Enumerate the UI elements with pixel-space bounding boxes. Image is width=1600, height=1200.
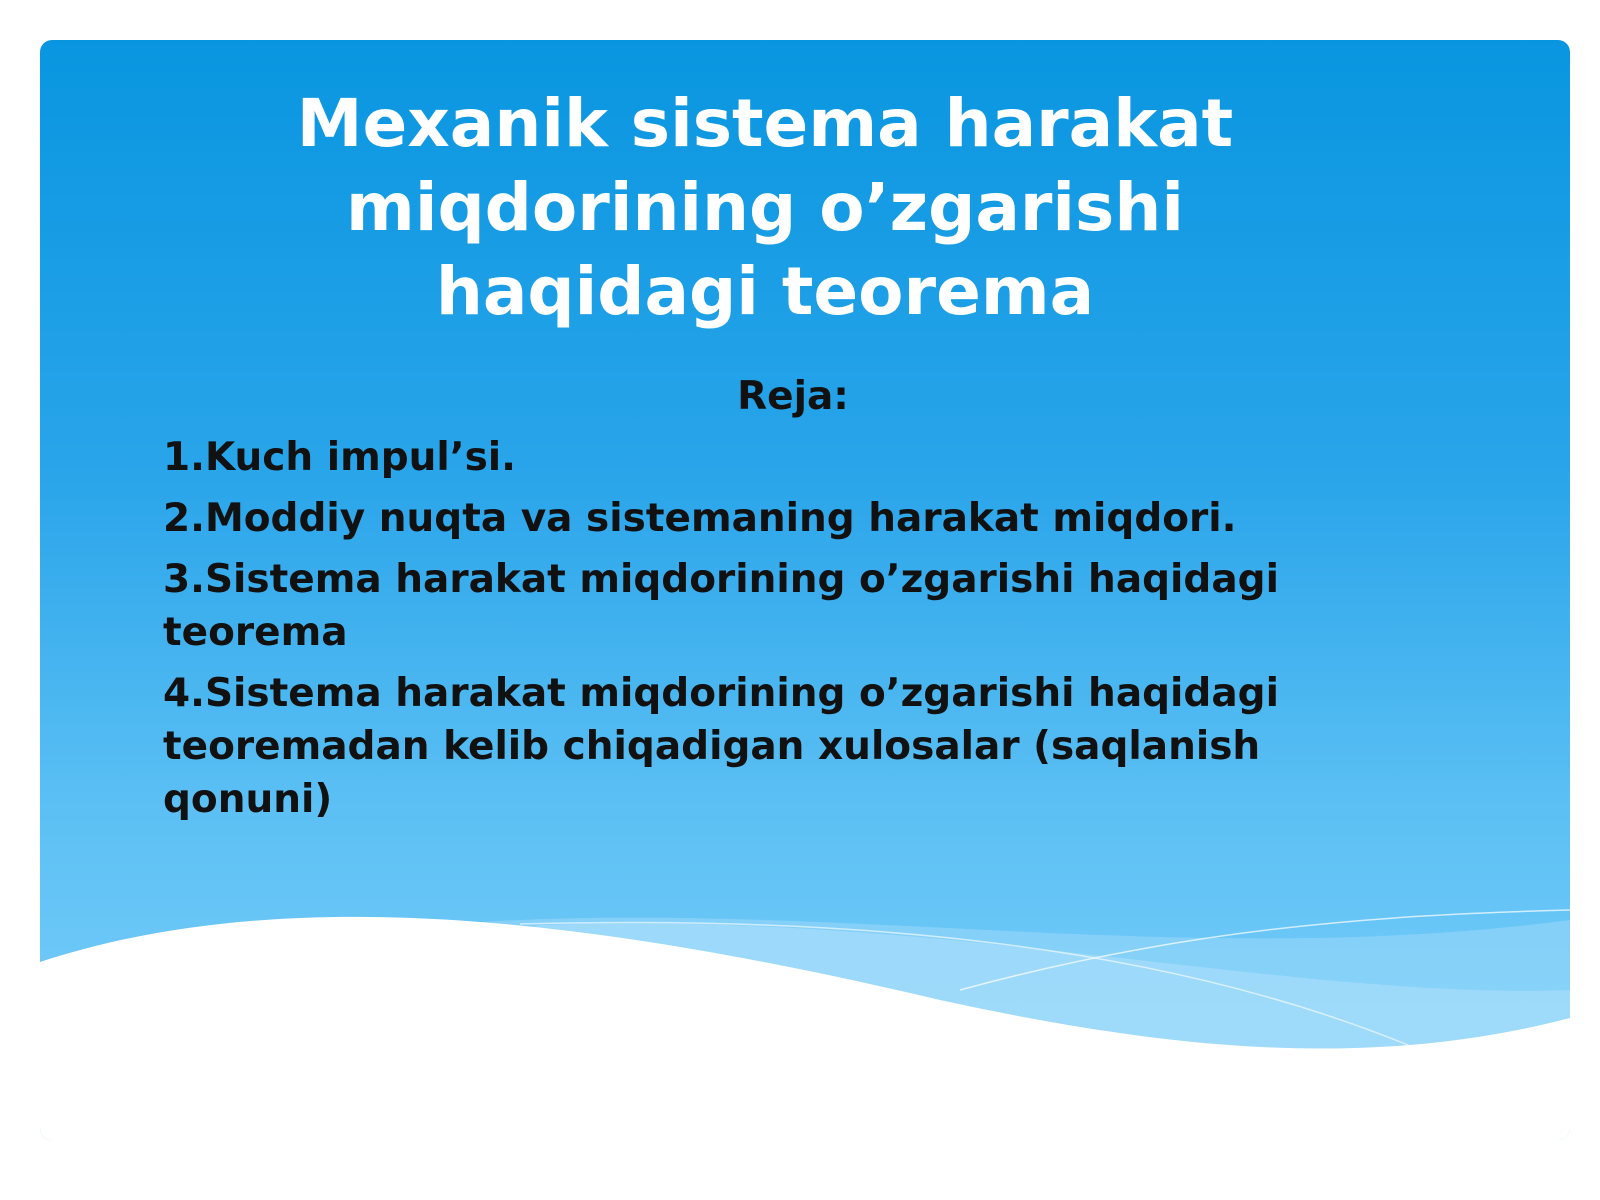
plan-heading: Reja: bbox=[737, 374, 849, 419]
slide-background-panel bbox=[40, 40, 1570, 1140]
plan-item-3: 3.Sistema harakat miqdorining o’zgarishi haqidagi teorema bbox=[163, 557, 1279, 655]
plan-item-2: 2.Moddiy nuqta va sistemaning harakat miqdori. bbox=[163, 496, 1237, 541]
plan-list bbox=[163, 431, 1303, 826]
plan-item-1: 1.Kuch impul’si. bbox=[163, 435, 516, 480]
plan-section bbox=[163, 370, 1303, 834]
slide-title: Mexanik sistema harakat miqdorining o’zgarishi haqidagi teorema bbox=[296, 85, 1234, 330]
plan-item-4: 4.Sistema harakat miqdorining o’zgarishi haqidagi teoremadan kelib chiqadigan xulosalar (saqlanish qonuni) bbox=[163, 671, 1279, 822]
